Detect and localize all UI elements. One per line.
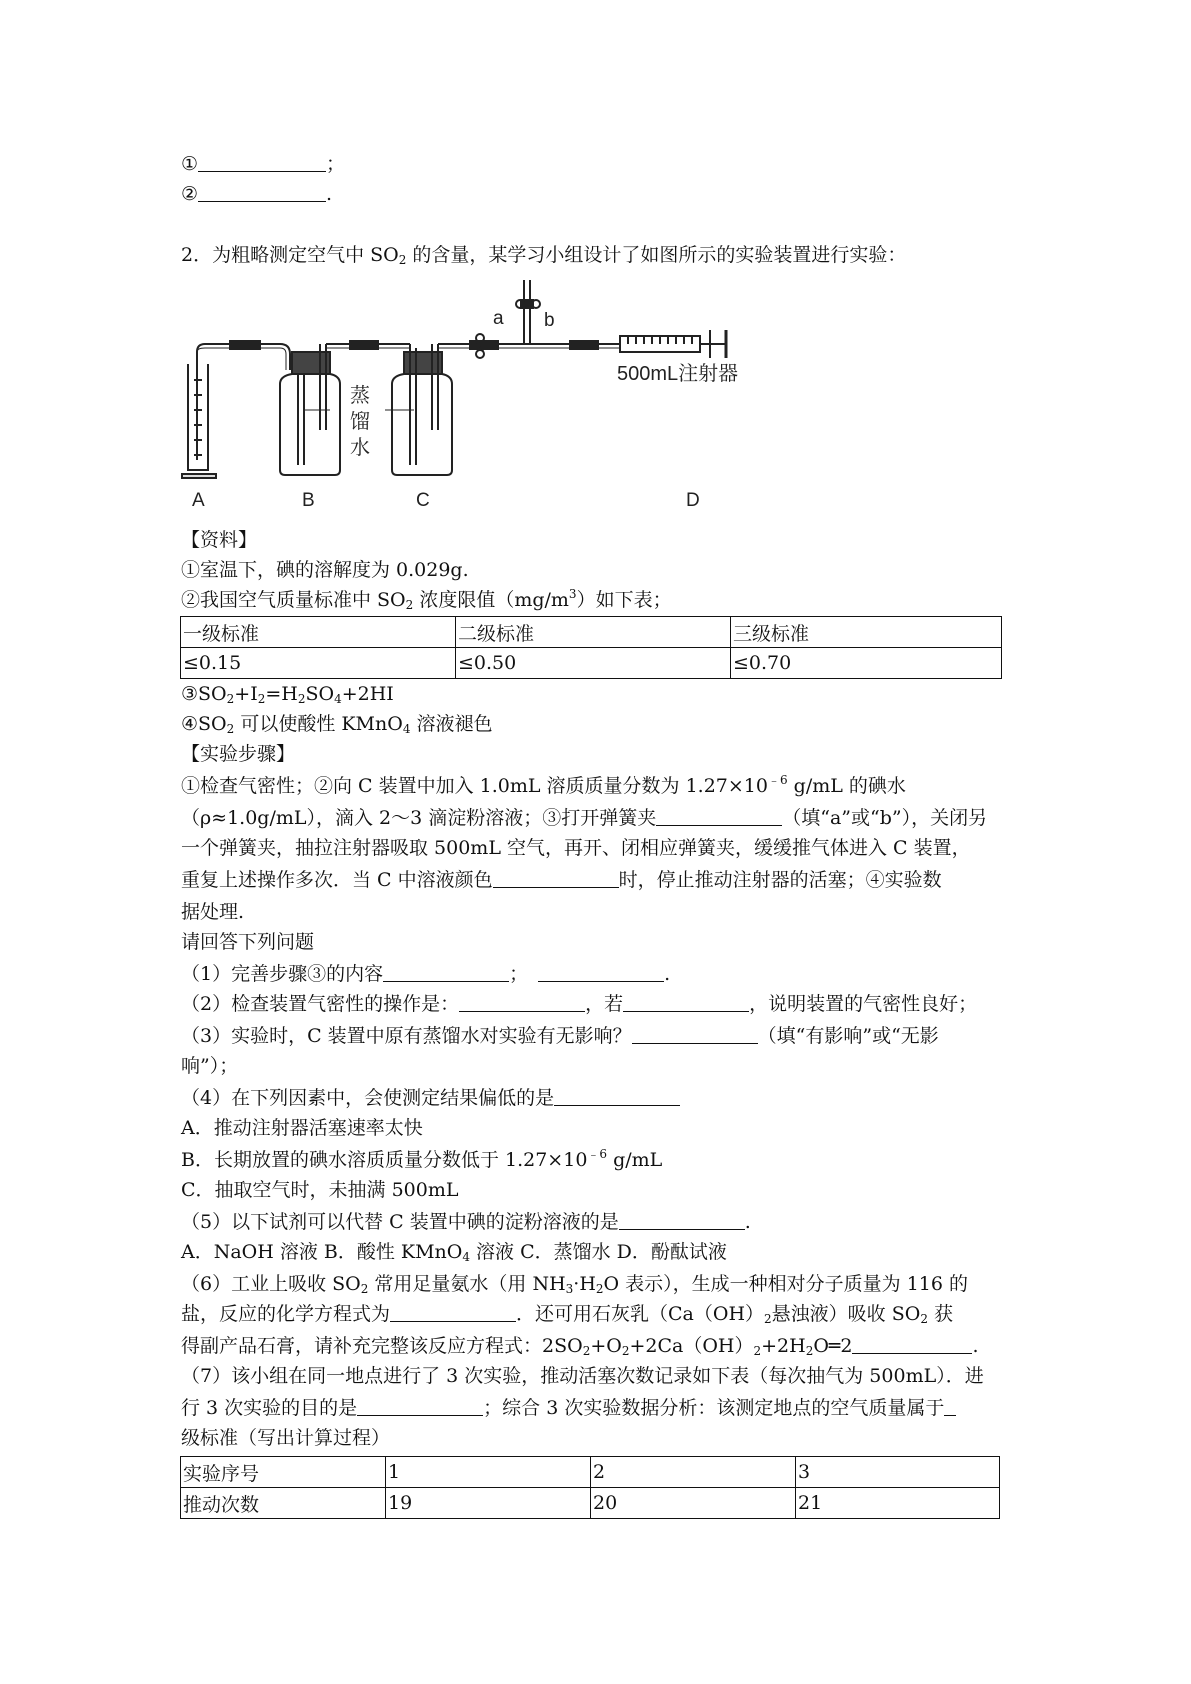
clamp-b [516,300,540,308]
option-text: g/mL [607,1149,663,1171]
q-text: ； [509,963,529,985]
option-text: C．抽取空气时，未抽满 500mL [181,1179,459,1201]
resource-item-3 [181,682,394,706]
question-7-line-3 [181,1426,390,1450]
resource-text: 可以使酸性 KMnO [234,713,403,735]
option-text: 溶液 C．蒸馏水 D．酚酞试液 [470,1241,727,1263]
label-b: b [544,310,555,331]
table-cell: 19 [386,1488,591,1519]
table-cell: 推动次数 [181,1488,386,1519]
eq-text: +2HI [341,683,394,705]
q5-options [181,1240,727,1264]
question-3-cont [181,1054,238,1078]
q-text: 获 [927,1303,953,1325]
trial-table [180,1456,1000,1519]
eq-text: =H [265,683,298,705]
answer-number: ② [181,183,199,205]
heading-text: 【资料】 [181,529,258,551]
resource-item-4 [181,712,493,736]
sub: 2 [257,692,266,706]
answer-blank[interactable] [632,1025,758,1044]
table-cell: 3 [796,1457,1000,1488]
step-text: 重复上述操作多次．当 C 中溶液颜色 [181,869,493,891]
question-1 [181,962,670,986]
label-C: C [416,490,430,511]
option-text: B．长期放置的碘水溶质质量分数低于 1.27×10 [181,1149,588,1171]
answer-blank[interactable] [198,183,326,202]
q-text: 得副产品石膏，请补充完整该反应方程式：2SO [181,1335,583,1357]
question-stem [181,243,906,267]
resource-text: 浓度限值（mg/m [413,589,569,611]
graduated-cylinder-A [182,364,216,478]
q-text: +O [590,1335,622,1357]
question-4 [181,1086,680,1110]
step-text: g/mL 的碘水 [787,775,906,797]
q-text: ，说明装置的气密性良好； [749,993,978,1015]
q-text: （3）实验时，C 装置中原有蒸馏水对实验有无影响？ [181,1025,632,1047]
question-7-line-1 [181,1364,984,1388]
heading-text: 【实验步骤】 [181,743,296,765]
resource-text: ④SO [181,713,227,735]
so2-standard-table [180,616,1002,679]
q4-option-B [181,1148,662,1172]
q4-option-C [181,1178,458,1202]
option-text: A．NaOH 溶液 B．酸性 KMnO [181,1241,463,1263]
answer-blank[interactable] [390,1303,516,1322]
q-text: （4）在下列因素中，会使测定结果偏低的是 [181,1087,555,1109]
stem-text: 为粗略测定空气中 SO [212,244,399,266]
resource-item-1 [181,558,469,582]
table-cell: 二级标准 [456,617,731,648]
step-text: 时，停止推动注射器的活塞；④实验数 [618,869,942,891]
sub: 2 [764,1312,772,1326]
q-text: O═2 [813,1335,853,1357]
answer-blank[interactable] [619,1211,745,1230]
sub: 2 [753,1344,762,1358]
steps-heading [181,742,295,766]
q-text: （填“有影响”或“无影 [757,1025,939,1047]
steps-line-1 [181,774,906,798]
sub: 2 [360,1282,369,1296]
q-text: ，若 [585,993,624,1015]
label-A: A [192,490,205,511]
q-text: +2H [761,1335,806,1357]
question-7-line-2 [181,1396,956,1420]
q4-option-A [181,1116,423,1140]
answer-number: ① [181,153,199,175]
resource-text: ①室温下，碘的溶解度为 0.029g. [181,559,469,581]
q-text: 盐，反应的化学方程式为 [181,1303,391,1325]
q-text: 级标准（写出计算过程） [181,1427,391,1449]
step-text: （ρ≈1.0g/mL），滴入 2～3 滴淀粉溶液；③打开弹簧夹 [181,807,657,829]
water-label-1: 蒸 [350,385,370,407]
question-2 [181,992,977,1016]
sub: 2 [226,722,235,736]
q-text: ；综合 3 次实验数据分析：该测定地点的空气质量属于 [483,1397,945,1419]
q-text: 悬浊液）吸收 SO [771,1303,921,1325]
table-row [181,648,1002,679]
table-cell: 实验序号 [181,1457,386,1488]
answer-blank[interactable] [623,993,749,1012]
sub: 4 [402,722,411,736]
resource-text: 溶液褪色 [410,713,493,735]
q-text: 响”）； [181,1055,239,1077]
resource-text: ）如下表； [576,589,672,611]
answer-line-2 [181,182,332,206]
water-label-3: 水 [350,437,370,459]
table-row [181,617,1002,648]
steps-line-4 [181,868,942,892]
table-cell: 20 [591,1488,796,1519]
sub: 2 [226,692,235,706]
sub: 3 [565,1282,574,1296]
answer-end: ； [326,153,346,175]
answer-blank[interactable] [656,807,782,826]
answer-blank[interactable] [357,1397,483,1416]
step-text: ①检查气密性；②向 C 装置中加入 1.0mL 溶质质量分数为 1.27×10 [181,775,768,797]
table-cell: ≤0.15 [181,648,456,679]
table-cell: 一级标准 [181,617,456,648]
resources-heading [181,528,257,552]
sub: 2 [621,1344,630,1358]
question-6-line-2 [181,1302,953,1326]
q-text: （7）该小组在同一地点进行了 3 次实验，推动活塞次数记录如下表（每次抽气为 500mL）．进 [181,1365,984,1387]
table-cell: 2 [591,1457,796,1488]
sub: 2 [805,1344,814,1358]
q-text: （5）以下试剂可以代替 C 装置中碘的淀粉溶液的是 [181,1211,619,1233]
table-cell: 1 [386,1457,591,1488]
answer-blank[interactable] [944,1397,956,1416]
answer-end: . [326,183,333,205]
eq-text: SO [305,683,335,705]
answer-blank[interactable] [554,1087,680,1106]
questions-intro [181,930,314,954]
table-cell: 21 [796,1488,1000,1519]
eq-text: +I [234,683,258,705]
step-text: 据处理. [181,901,245,923]
table-cell: ≤0.50 [456,648,731,679]
answer-blank[interactable] [459,993,585,1012]
sub: 4 [334,692,342,706]
sub: 2 [405,598,414,612]
question-6-line-3 [181,1334,979,1358]
label-D: D [686,490,700,511]
sub: 2 [582,1344,591,1358]
table-row [181,1488,1000,1519]
q-text: （6）工业上吸收 SO [181,1273,361,1295]
sub: 2 [297,692,306,706]
table-cell: ≤0.70 [731,648,1002,679]
step-text: 一个弹簧夹，抽拉注射器吸取 500mL 空气，再开、闭相应弹簧夹，缓缓推气体进入 C 装置， [181,837,971,859]
question-6-line-1 [181,1272,968,1296]
sup: ﹣6 [768,773,788,787]
resource-item-2 [181,588,672,612]
table-cell: 三级标准 [731,617,1002,648]
q-text: . [664,963,671,985]
stem-text: 的含量，某学习小组设计了如图所示的实验装置进行实验： [406,244,907,266]
intro-text: 请回答下列问题 [181,931,315,953]
resource-text: ②我国空气质量标准中 SO [181,589,406,611]
syringe-label: 500mL注射器 [617,363,739,385]
option-text: A．推动注射器活塞速率太快 [181,1117,423,1139]
q-text: （2）检查装置气密性的操作是： [181,993,460,1015]
sup: 3 [568,587,577,601]
question-3 [181,1024,939,1048]
sub: 2 [595,1282,604,1296]
label-B: B [302,490,315,511]
answer-blank[interactable] [538,963,664,982]
step-text: （填“a”或“b”），关闭另 [782,807,988,829]
eq-text: ③SO [181,683,227,705]
answer-blank[interactable] [383,963,509,982]
answer-blank[interactable] [198,153,326,172]
question-number: 2． [181,244,213,266]
sub: 4 [462,1250,471,1264]
q-text: 常用足量氨水（用 NH [368,1273,566,1295]
answer-blank[interactable] [493,869,619,888]
answer-blank[interactable] [852,1335,972,1354]
syringe-D [620,330,726,358]
q-text: ．还可用石灰乳（Ca（OH） [516,1303,765,1325]
table-row [181,1457,1000,1488]
apparatus-figure [180,270,760,520]
sup: ﹣6 [587,1147,608,1161]
stem-sub: 2 [398,253,407,267]
steps-line-3 [181,836,971,860]
q-text: . [972,1335,979,1357]
q-text: ·H [573,1273,596,1295]
answer-line-1 [181,152,345,176]
q-text: O 表示），生成一种相对分子质量为 116 的 [603,1273,969,1295]
question-5 [181,1210,751,1234]
label-a: a [493,308,504,329]
sub: 2 [920,1312,928,1326]
water-label-2: 馏 [350,411,370,433]
steps-line-5 [181,900,244,924]
q-text: +2Ca（OH） [629,1335,754,1357]
steps-line-2 [181,806,987,830]
q-text: . [744,1211,751,1233]
q-text: 行 3 次实验的目的是 [181,1397,358,1419]
q-text: （1）完善步骤③的内容 [181,963,384,985]
